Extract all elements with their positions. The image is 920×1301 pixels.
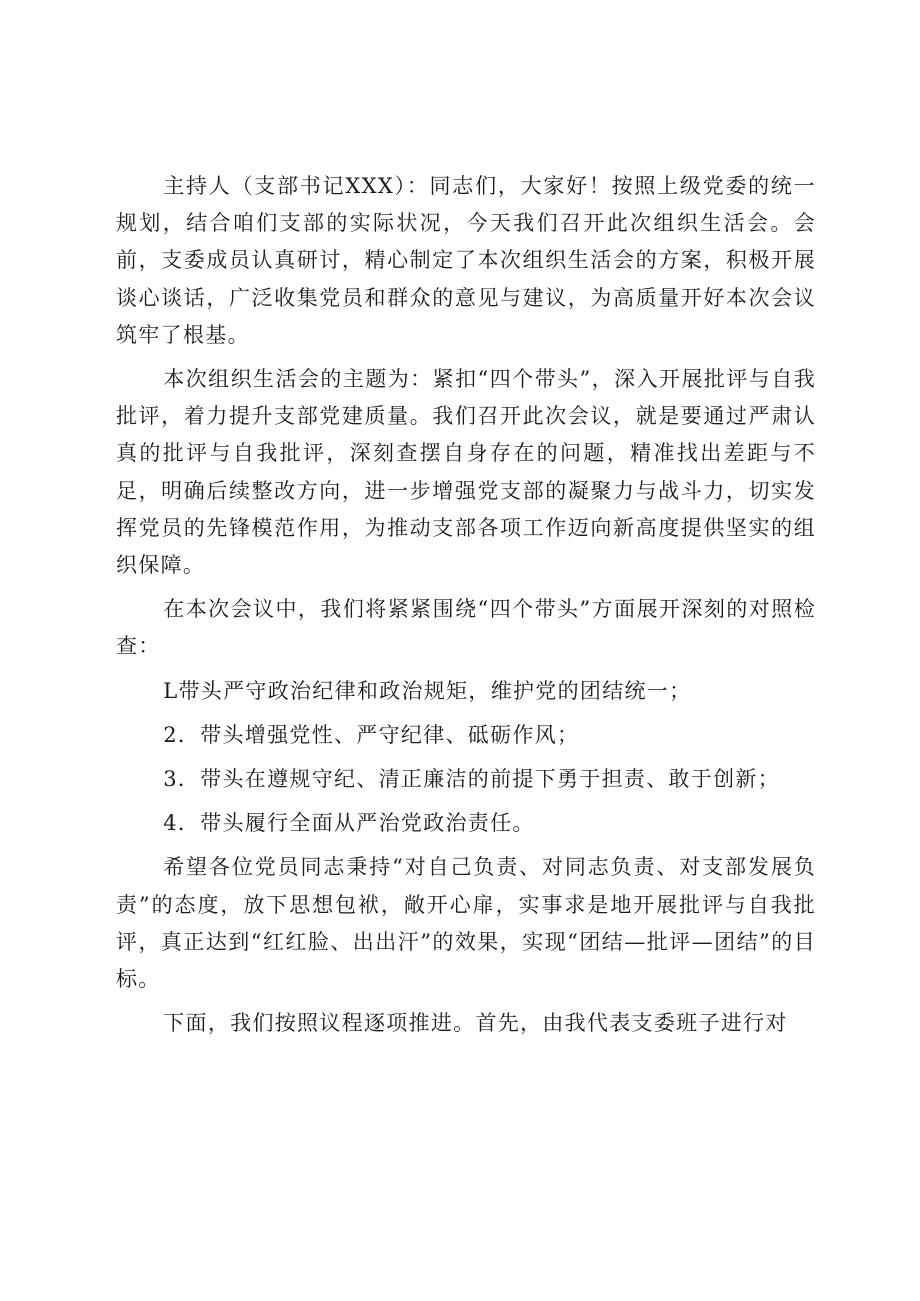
document-body bbox=[116, 168, 816, 1049]
paragraph-agenda: 下面，我们按照议程逐项推进。首先，由我代表支委班子进行对 bbox=[163, 1011, 788, 1036]
paragraph-meeting-theme: 本次组织生活会的主题为：紧扣“四个带头”，深入开展批评与自我批评，着力提升支部党建质量。我们召开此次会议，就是要通过严肃认真的批评与自我批评，深刻查摆自身存在的问题，精准找出差距与不足，明确后续整改方向，进一步增强党支部的凝聚力与战斗力，切实发挥党员的先锋模范作用，为推动支部各项工作迈向新高度提供坚实的组织保障。 bbox=[116, 367, 816, 578]
list-item-4: 4．带头履行全面从严治党政治责任。 bbox=[163, 811, 535, 836]
list-item-1: L带头严守政治纪律和政治规矩，维护党的团结统一； bbox=[163, 678, 692, 703]
list-item-3: 3．带头在遵规守纪、清正廉洁的前提下勇于担责、敢于创新； bbox=[163, 767, 781, 792]
paragraph-expectation: 希望各位党员同志秉持“对自己负责、对同志负责、对支部发展负责”的态度，放下思想包袱，敞开心扉，实事求是地开展批评与自我批评，真正达到“红红脸、出出汗”的效果，实现“团结—批评—团结”的目标。 bbox=[116, 855, 816, 992]
list-item-2: 2．带头增强党性、严守纪律、砥砺作风； bbox=[163, 722, 580, 747]
paragraph-check-intro: 在本次会议中，我们将紧紧围绕“四个带头”方面展开深刻的对照检查： bbox=[116, 597, 816, 659]
paragraph-host-opening: 主持人（支部书记XXX）：同志们，大家好！按照上级党委的统一规划，结合咱们支部的实际状况，今天我们召开此次组织生活会。会前，支委成员认真研讨，精心制定了本次组织生活会的方案，积极开展谈心谈话，广泛收集党员和群众的意见与建议，为高质量开好本次会议筑牢了根基。 bbox=[116, 174, 816, 347]
